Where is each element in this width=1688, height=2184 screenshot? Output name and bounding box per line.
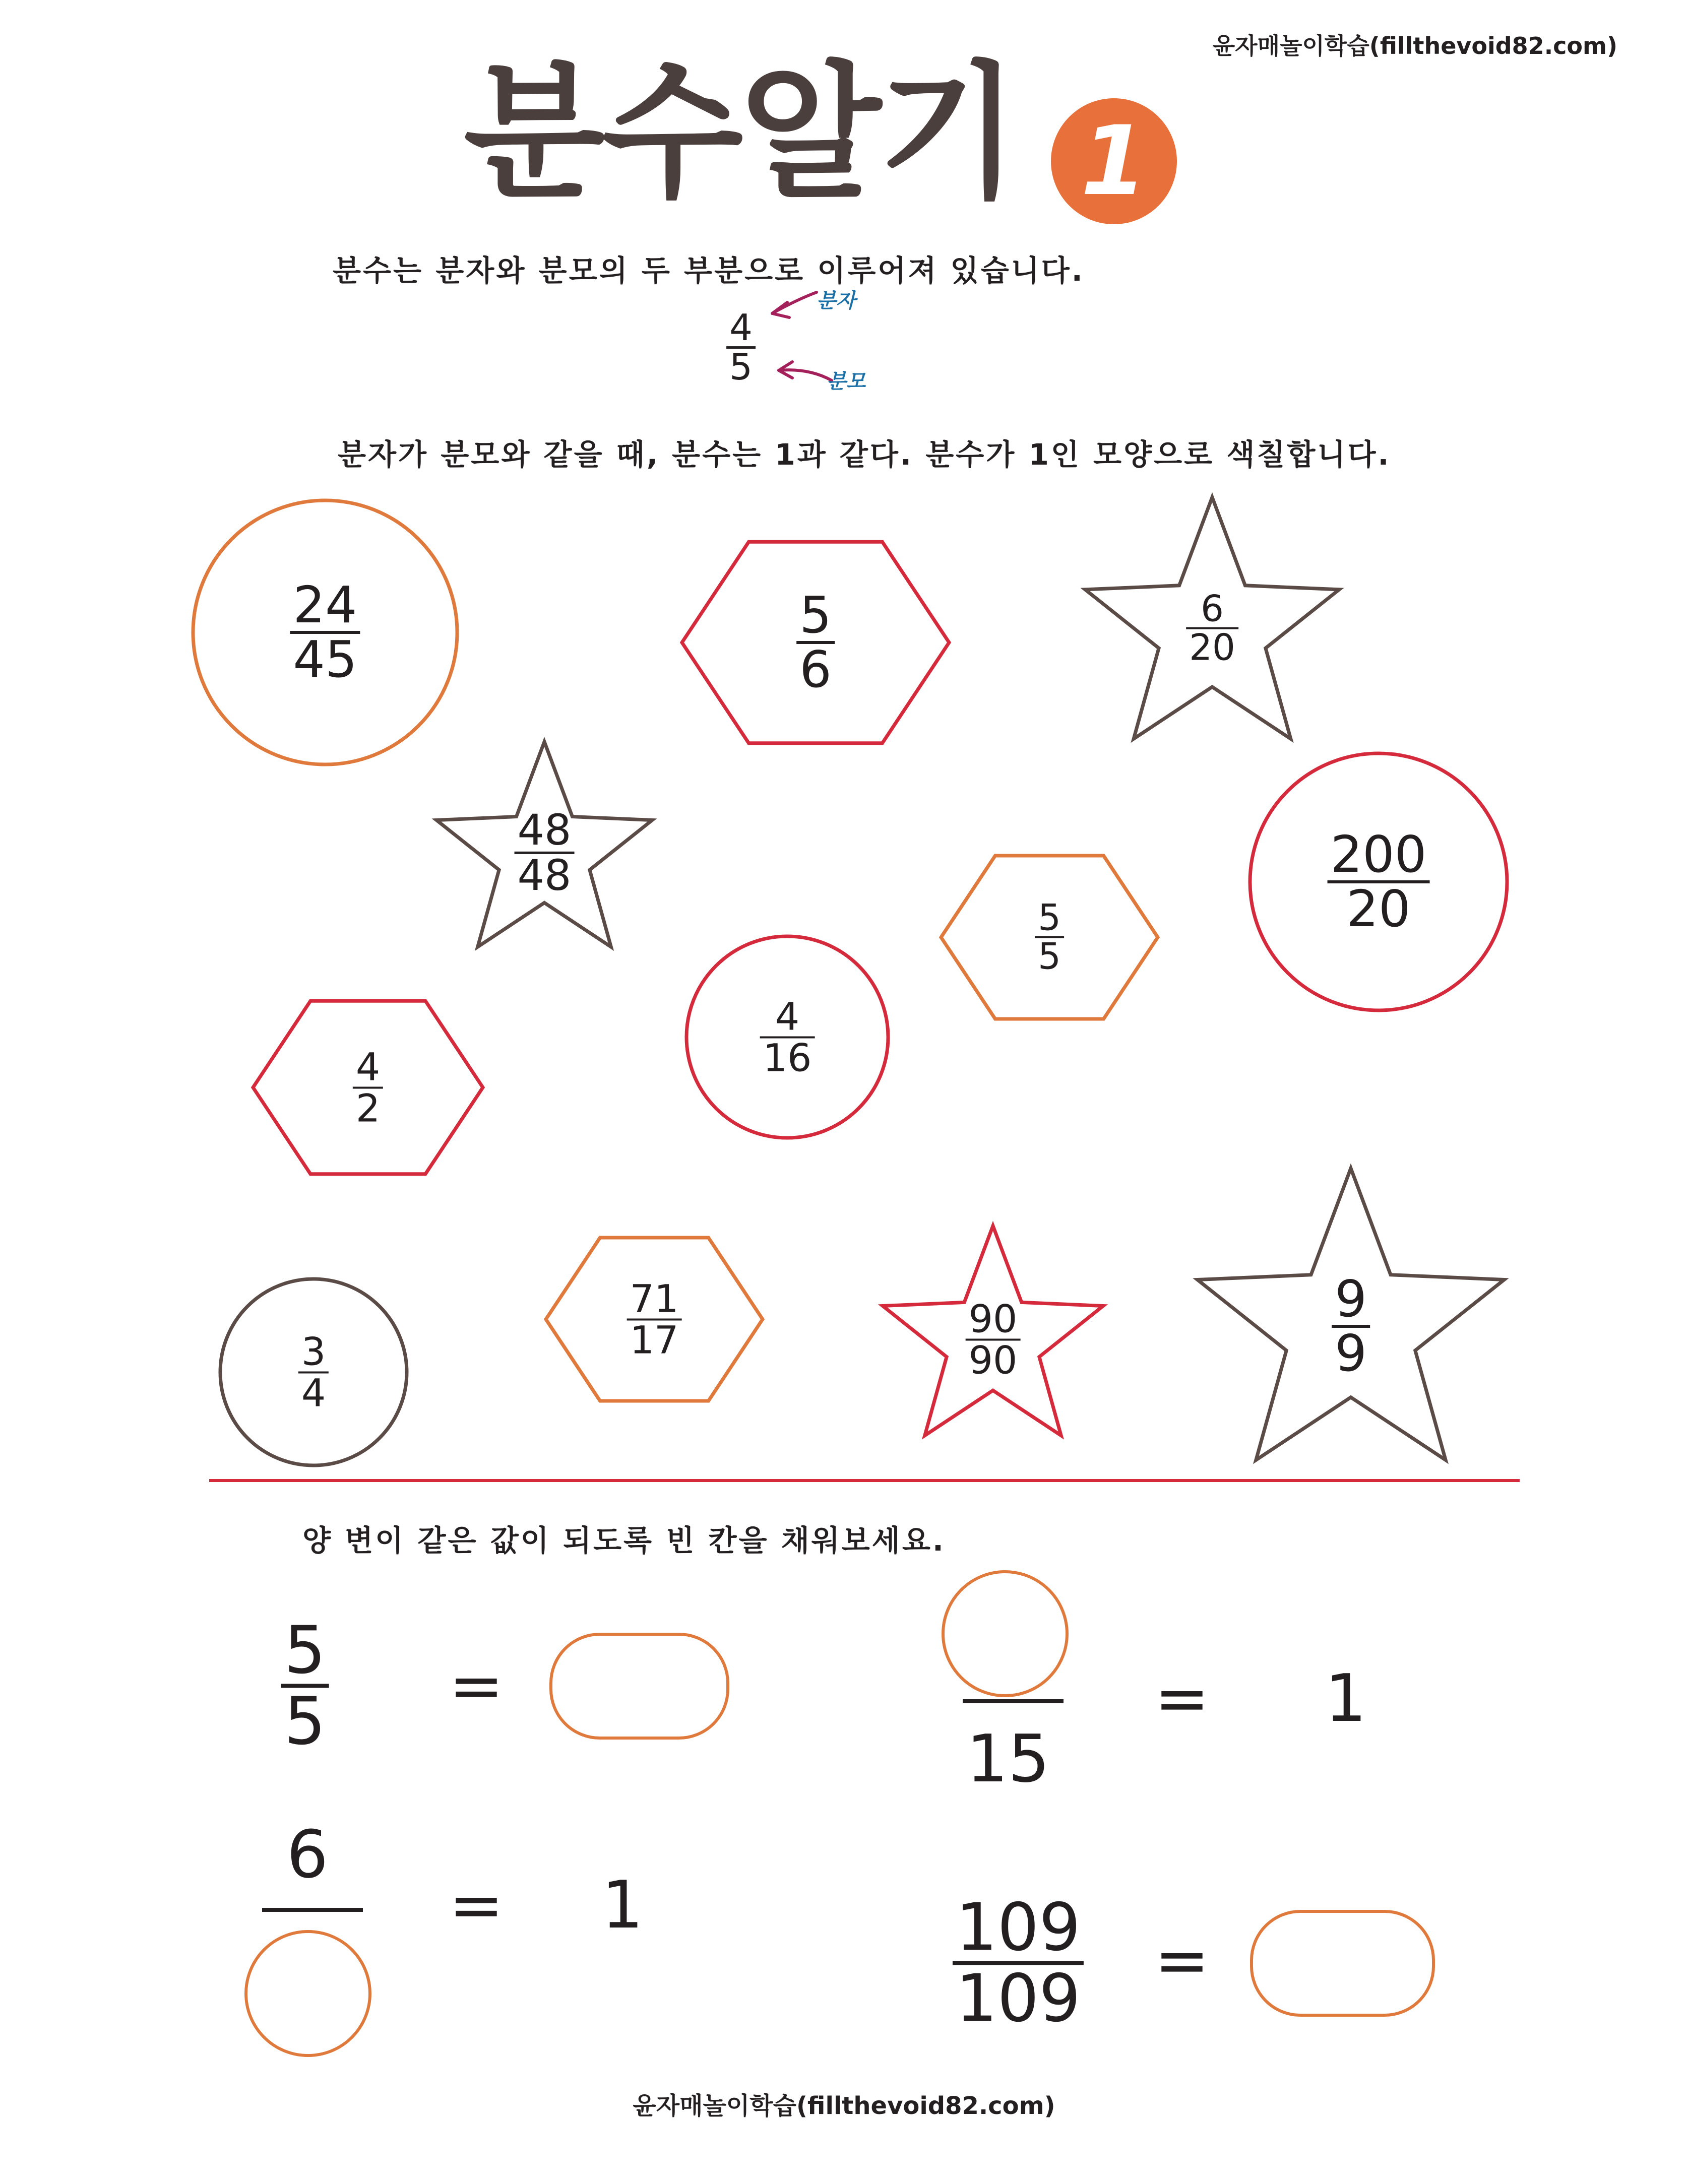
shape-numerator: 9 — [1335, 1269, 1367, 1328]
section-divider — [209, 1479, 1520, 1482]
problem1-equals: = — [449, 1647, 504, 1724]
example-denominator: 5 — [729, 346, 753, 389]
shape-numerator: 5 — [1038, 896, 1061, 939]
shape-denominator: 20 — [1189, 626, 1235, 669]
shape-fraction-5 — [1328, 825, 1430, 938]
shape-fraction-2 — [796, 586, 835, 699]
numerator-label: 분자 — [817, 289, 856, 312]
denominator-label: 분모 — [827, 370, 866, 393]
problem4-numerator: 109 — [955, 1889, 1081, 1966]
problem1-denominator: 5 — [284, 1683, 326, 1759]
problem1-fraction — [281, 1612, 329, 1759]
shape-fraction-10 — [627, 1276, 682, 1362]
problem3-fraction-bar — [262, 1908, 363, 1912]
problem4-answer-blank[interactable] — [1250, 1910, 1435, 2017]
shape-denominator: 90 — [968, 1337, 1018, 1382]
site-header-label: 윤자매놀이학습(fillthevoid82.com) — [1212, 32, 1617, 59]
problem3-denominator-blank[interactable] — [244, 1930, 371, 2057]
shape-numerator: 90 — [968, 1296, 1018, 1341]
shape-denominator: 45 — [293, 630, 357, 689]
shape-fraction-9 — [298, 1329, 329, 1415]
problem2-denominator: 15 — [966, 1720, 1050, 1797]
problem3-numerator: 6 — [286, 1816, 329, 1893]
problem3-right-value: 1 — [601, 1867, 644, 1943]
shape-numerator: 48 — [517, 805, 572, 855]
shape-denominator: 20 — [1346, 879, 1411, 938]
shape-numerator: 4 — [775, 994, 800, 1039]
problem3-equals: = — [449, 1867, 504, 1943]
problem4-fraction — [953, 1889, 1084, 2036]
problem2-right-value: 1 — [1325, 1660, 1367, 1737]
shape-fraction-12 — [1332, 1269, 1370, 1383]
shape-numerator: 3 — [301, 1329, 326, 1374]
page-title: 분수알기 — [464, 48, 1017, 218]
shape-numerator: 71 — [630, 1276, 679, 1321]
shape-fraction-6 — [1035, 896, 1064, 978]
shape-numerator: 5 — [799, 586, 832, 645]
problem4-equals: = — [1154, 1922, 1210, 1999]
shape-numerator: 200 — [1330, 825, 1427, 884]
shape-denominator: 48 — [517, 851, 572, 900]
shape-numerator: 4 — [355, 1044, 381, 1089]
shape-fraction-4 — [515, 805, 575, 900]
shape-fraction-7 — [760, 994, 815, 1080]
problem2-fraction-bar — [963, 1699, 1064, 1703]
lesson-number-badge: 1 — [1051, 98, 1177, 224]
problem4-denominator: 109 — [955, 1960, 1081, 2036]
shape-denominator: 5 — [1038, 935, 1061, 978]
shape-fraction-3 — [1186, 587, 1238, 669]
shape-fraction-11 — [966, 1296, 1021, 1382]
shape-denominator: 4 — [301, 1370, 326, 1415]
section1-instruction: 분자가 분모와 같을 때, 분수는 1과 같다. 분수가 1인 모양으로 색칠합니다. — [338, 437, 1391, 472]
shape-fraction-1 — [290, 575, 360, 689]
shape-denominator: 16 — [763, 1035, 812, 1080]
shape-denominator: 2 — [355, 1085, 381, 1130]
shape-denominator: 17 — [630, 1317, 679, 1362]
shape-numerator: 6 — [1201, 587, 1224, 630]
shape-denominator: 9 — [1335, 1324, 1367, 1383]
shape-fraction-8 — [353, 1044, 383, 1130]
example-numerator: 4 — [729, 306, 753, 349]
site-footer-label: 윤자매놀이학습(fillthevoid82.com) — [633, 2092, 1055, 2120]
intro-sentence: 분수는 분자와 분모의 두 부분으로 이루어져 있습니다. — [333, 253, 1085, 288]
shape-numerator: 24 — [293, 575, 357, 634]
section2-instruction: 양 변이 같은 값이 되도록 빈 칸을 채워보세요. — [302, 1523, 946, 1558]
shape-denominator: 6 — [799, 640, 832, 699]
problem1-numerator: 5 — [284, 1612, 326, 1689]
problem1-answer-blank[interactable] — [549, 1633, 729, 1740]
problem2-equals: = — [1154, 1660, 1210, 1737]
problem2-numerator-blank[interactable] — [942, 1570, 1069, 1697]
